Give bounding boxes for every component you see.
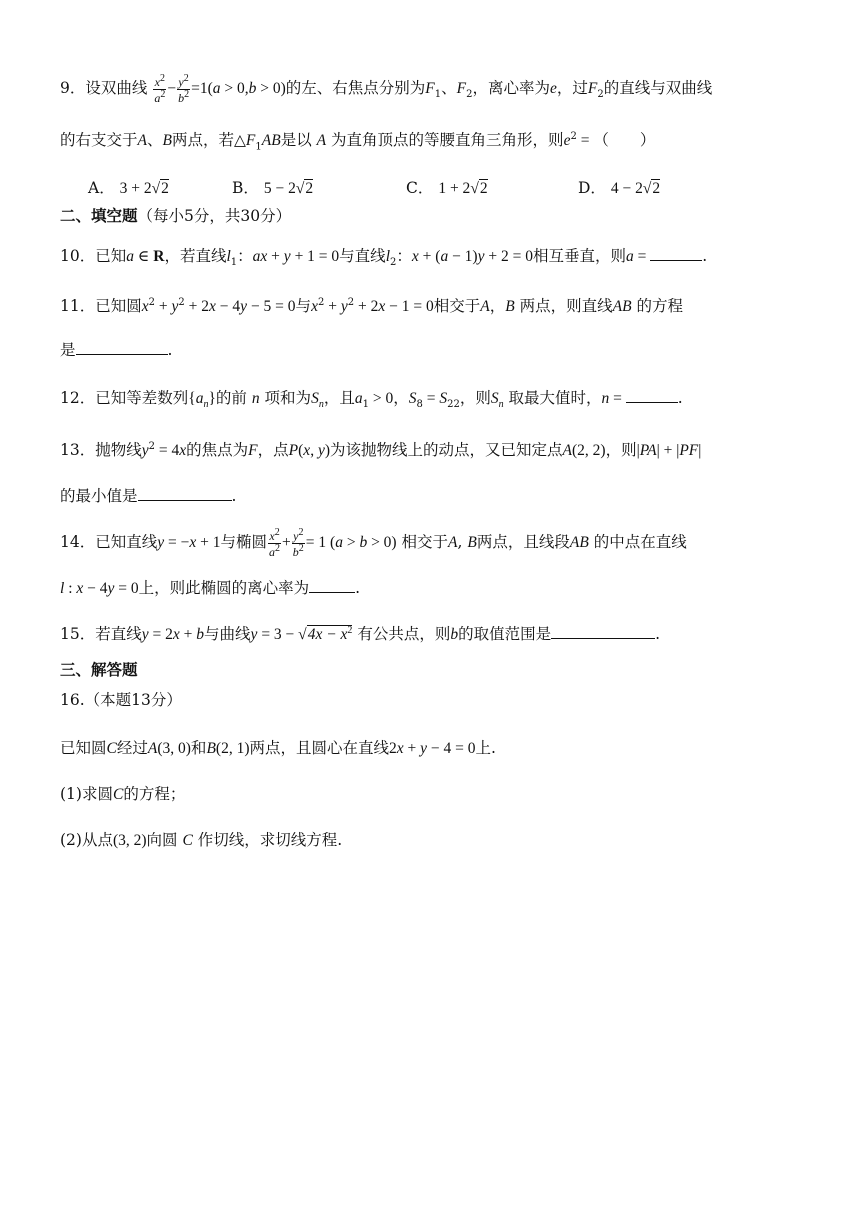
- q12: 12．已知等差数列$\{a_n\}$的前 n 项和为$S_n$，且$a_1 > 0$，$S_8 = S_{22}$，则$S_n$ 取最大值时，n = .: [60, 389, 683, 411]
- q13-answer-blank[interactable]: [138, 488, 232, 501]
- q16-part2: (2)从点(3, 2)向圆 C 作切线，求切线方程.: [60, 831, 343, 849]
- q14-answer-blank[interactable]: [309, 580, 355, 593]
- q13-line2: 的最小值是 .: [60, 487, 237, 505]
- q15: 15．若直线y = 2x + b与曲线$y = 3 - √4x - x^2$ 有公共点，则b的取值范围是 .: [60, 625, 661, 644]
- q9-number: 9．: [60, 79, 86, 98]
- q16-part1: (1)求圆C的方程；: [60, 785, 186, 803]
- q16-stem: 已知圆C经过A(3, 0)和B(2, 1)两点，且圆心在直线2x + y − 4 = 0上.: [60, 739, 496, 757]
- q14-line1: 14．已知直线y = −x + 1与椭圆 $\frac{x^2}{a^2}$ + $\frac{y^2}{b^2}$ = 1 (a > b > 0) 相交于A, B两点，且线段AB 的中点在直线: [60, 527, 687, 559]
- q9-option-b: B． 5 − 2√2: [232, 179, 314, 197]
- q10: 10．已知a ∈ R，若直线$l_1$：ax + y + 1 = 0与直线$l_2$：x + (a − 1)y + 2 = 0相互垂直，则a = .: [60, 247, 708, 269]
- section-solutions-heading: 三、解答题: [60, 660, 138, 679]
- q11-line1: 11．已知圆$x^2 + y^2 + 2x - 4y - 5 = 0$与$x^2 + y^2 + 2x - 1 = 0$相交于A，B 两点，则直线AB 的方程: [60, 297, 684, 316]
- q9-option-d: D． 4 − 2√2: [578, 179, 661, 197]
- q9-line2: 的右支交于A、B两点，若$\triangle F_1AB$是以 A 为直角顶点的等腰直角三角形，则$e^2$ = （ ）: [60, 131, 656, 153]
- ellipse-y-fraction: $\frac{y^2}{b^2}$: [292, 527, 304, 559]
- q13-line1: 13．抛物线$y^2 = 4x$的焦点为F，点P(x, y)为该抛物线上的动点，又已知定点A(2, 2)，则|PA| + |PF|: [60, 441, 702, 460]
- q10-answer-blank[interactable]: [650, 248, 702, 261]
- q15-answer-blank[interactable]: [551, 626, 655, 639]
- q14-line2: l : x − 4y = 0上，则此椭圆的离心率为 .: [60, 579, 361, 597]
- hyperbola-y-fraction: $\frac{y^2}{b^2}$: [178, 73, 190, 105]
- q12-answer-blank[interactable]: [626, 390, 678, 403]
- q9-option-c: C． 1 + 2√2: [406, 179, 488, 197]
- q11-line2: 是 .: [60, 341, 173, 359]
- hyperbola-x-fraction: $\frac{x^2}{a^2}$: [154, 73, 166, 105]
- ellipse-x-fraction: $\frac{x^2}{a^2}$: [269, 527, 281, 559]
- q16-header: 16.（本题13分）: [60, 691, 182, 709]
- q11-answer-blank[interactable]: [76, 342, 168, 355]
- section-fill-in-heading: 二、填空题（每小5分，共30分）: [60, 206, 292, 225]
- q9-line1: 9．设双曲线 $\frac{x^2}{a^2}$ − $\frac{y^2}{b^2}$ =1(a > 0,b > 0)的左、右焦点分别为$F_1$、$F_2$，离心率为e，过$F_2$的直线与双曲线: [60, 73, 713, 105]
- q9-option-a: A． 3 + 2√2: [88, 179, 169, 197]
